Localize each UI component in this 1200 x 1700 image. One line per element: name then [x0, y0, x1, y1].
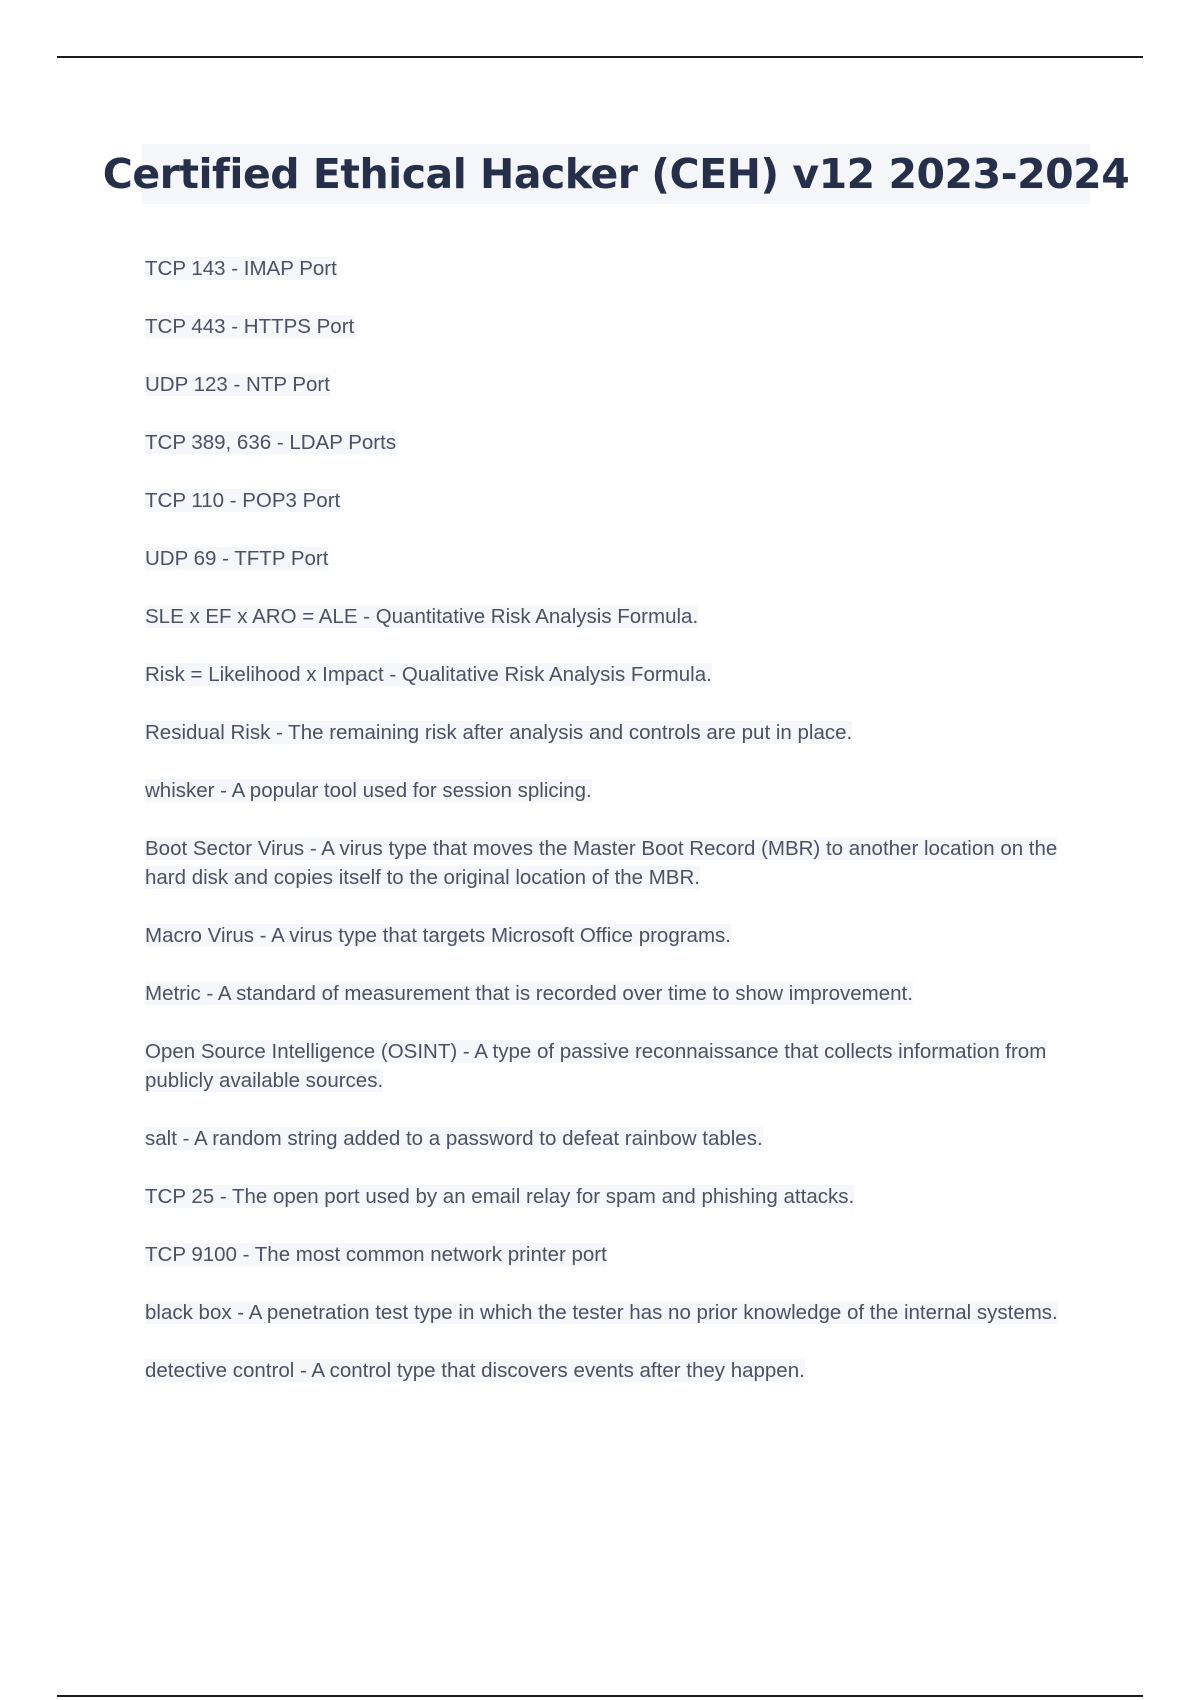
- list-item: [145, 1124, 1085, 1153]
- flashcard-list: [145, 254, 1085, 1414]
- entry-text: TCP 110 - POP3 Port: [145, 489, 341, 512]
- entry-text: detective control - A control type that discovers events after they happen.: [145, 1359, 805, 1382]
- bottom-rule: [57, 1695, 1143, 1697]
- document-title: Certified Ethical Hacker (CEH) v12 2023-2024: [102, 150, 1130, 198]
- list-item: [145, 979, 1085, 1008]
- list-item: [145, 660, 1085, 689]
- list-item: [145, 921, 1085, 950]
- entry-text: Risk = Likelihood x Impact - Qualitative Risk Analysis Formula.: [145, 663, 712, 686]
- list-item: [145, 1298, 1085, 1327]
- list-item: [145, 1182, 1085, 1211]
- entry-text: TCP 443 - HTTPS Port: [145, 315, 355, 338]
- list-item: [145, 544, 1085, 573]
- entry-text: Residual Risk - The remaining risk after analysis and controls are put in place.: [145, 721, 853, 744]
- entry-text: UDP 123 - NTP Port: [145, 373, 330, 396]
- entry-text: UDP 69 - TFTP Port: [145, 547, 329, 570]
- entry-text: TCP 143 - IMAP Port: [145, 257, 337, 280]
- entry-text: Macro Virus - A virus type that targets Microsoft Office programs.: [145, 924, 731, 947]
- entry-text: black box - A penetration test type in which the tester has no prior knowledge of the internal systems.: [145, 1301, 1058, 1324]
- list-item: [145, 718, 1085, 747]
- list-item: [145, 1037, 1085, 1095]
- list-item: [145, 312, 1085, 341]
- entry-text: SLE x EF x ARO = ALE - Quantitative Risk Analysis Formula.: [145, 605, 699, 628]
- top-rule: [57, 56, 1143, 58]
- entry-text: TCP 389, 636 - LDAP Ports: [145, 431, 397, 454]
- entry-text: salt - A random string added to a password to defeat rainbow tables.: [145, 1127, 763, 1150]
- list-item: [145, 486, 1085, 515]
- entry-text: TCP 25 - The open port used by an email relay for spam and phishing attacks.: [145, 1185, 855, 1208]
- title-band: [102, 144, 1130, 204]
- list-item: [145, 776, 1085, 805]
- list-item: [145, 1356, 1085, 1385]
- entry-text: Open Source Intelligence (OSINT) - A type of passive reconnaissance that collects information from publicly available sources.: [145, 1040, 1047, 1092]
- entry-text: Boot Sector Virus - A virus type that moves the Master Boot Record (MBR) to another location on the hard disk and copies itself to the original location of the MBR.: [145, 837, 1058, 889]
- list-item: [145, 370, 1085, 399]
- list-item: [145, 602, 1085, 631]
- list-item: [145, 254, 1085, 283]
- list-item: [145, 428, 1085, 457]
- entry-text: TCP 9100 - The most common network printer port: [145, 1243, 607, 1266]
- entry-text: Metric - A standard of measurement that is recorded over time to show improvement.: [145, 982, 913, 1005]
- entry-text: whisker - A popular tool used for session splicing.: [145, 779, 592, 802]
- list-item: [145, 1240, 1085, 1269]
- list-item: [145, 834, 1085, 892]
